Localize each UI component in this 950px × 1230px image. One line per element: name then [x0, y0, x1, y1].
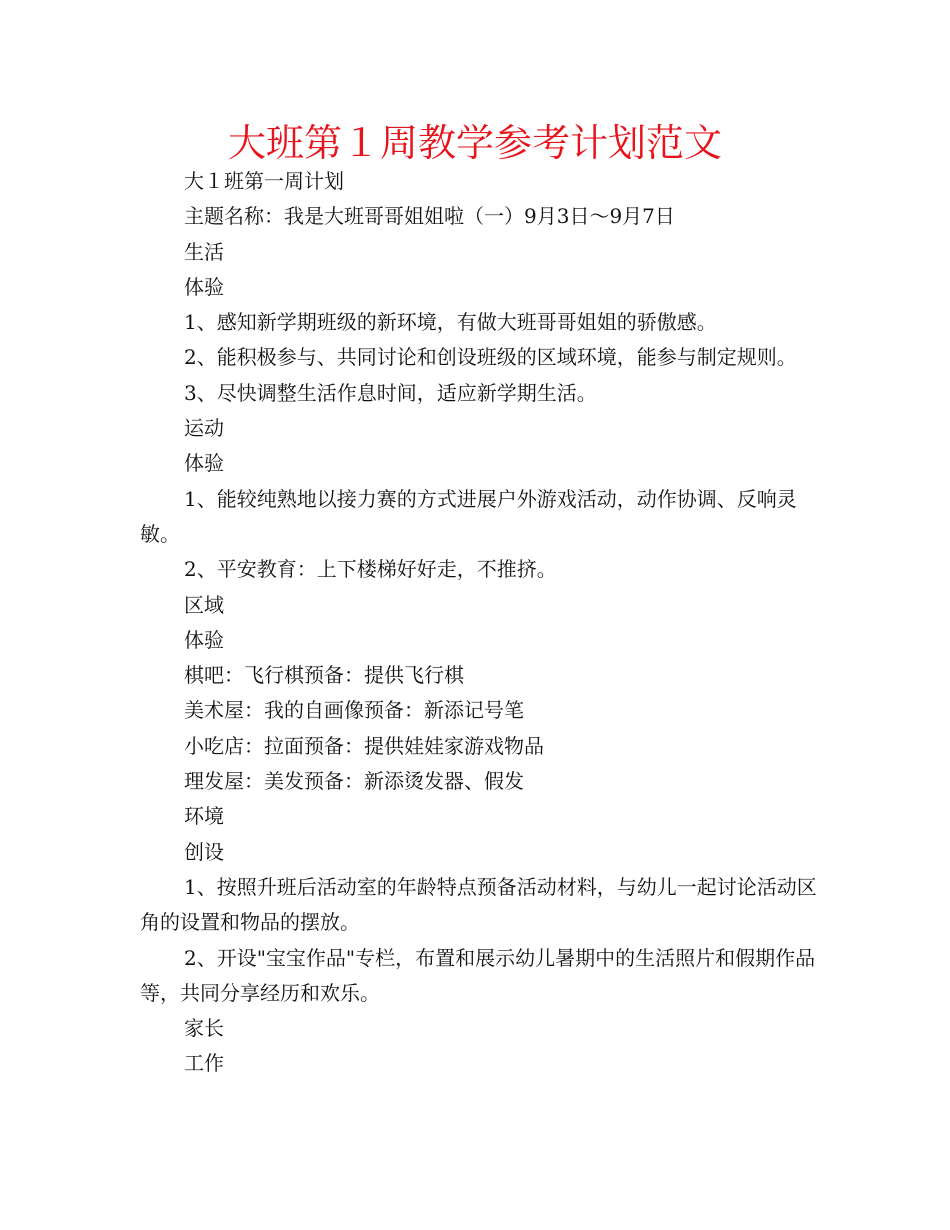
paragraph-environment-item-1: 1、按照升班后活动室的年龄特点预备活动材料，与幼儿一起讨论活动区角的设置和物品的摆放。	[140, 874, 817, 935]
paragraph-sport-item-2: 2、平安教育：上下楼梯好好走，不推挤。	[184, 557, 557, 582]
document-body	[140, 164, 820, 1082]
paragraph-section-create: 创设	[184, 839, 224, 864]
paragraph-section-experience: 体验	[184, 274, 224, 299]
paragraph-area-barber: 理发屋：美发预备：新添烫发器、假发	[184, 769, 524, 794]
paragraph-section-area: 区域	[184, 592, 224, 617]
paragraph-area-snack: 小吃店：拉面预备：提供娃娃家游戏物品	[184, 733, 544, 758]
paragraph-section-work: 工作	[184, 1051, 224, 1076]
paragraph-life-item-2: 2、能积极参与、共同讨论和创设班级的区域环境，能参与制定规则。	[184, 345, 797, 370]
paragraph-class-plan: 大１班第一周计划	[184, 169, 344, 193]
paragraph-life-item-3: 3、尽快调整生活作息时间，适应新学期生活。	[184, 380, 597, 405]
paragraph-section-parents: 家长	[184, 1016, 224, 1041]
paragraph-theme-name: 主题名称：我是大班哥哥姐姐啦（一）9月3日～9月7日	[184, 204, 675, 229]
paragraph-sport-item-1: 1、能较纯熟地以接力赛的方式进展户外游戏活动，动作协调、反响灵敏。	[140, 486, 797, 546]
paragraph-section-environment: 环境	[184, 804, 224, 829]
paragraph-area-chess: 棋吧：飞行棋预备：提供飞行棋	[184, 663, 464, 688]
paragraph-section-experience: 体验	[184, 451, 224, 476]
document-title: 大班第１周教学参考计划范文	[227, 121, 722, 165]
paragraph-section-sport: 运动	[184, 416, 224, 441]
paragraph-area-art: 美术屋：我的自画像预备：新添记号笔	[184, 698, 524, 723]
paragraph-life-item-1: 1、感知新学期班级的新环境，有做大班哥哥姐姐的骄傲感。	[184, 310, 717, 335]
paragraph-section-life: 生活	[184, 239, 224, 264]
paragraph-environment-item-2: 2、开设"宝宝作品"专栏，布置和展示幼儿暑期中的生活照片和假期作品等，共同分享经历和欢乐。	[140, 945, 816, 1005]
paragraph-section-experience: 体验	[184, 627, 224, 652]
